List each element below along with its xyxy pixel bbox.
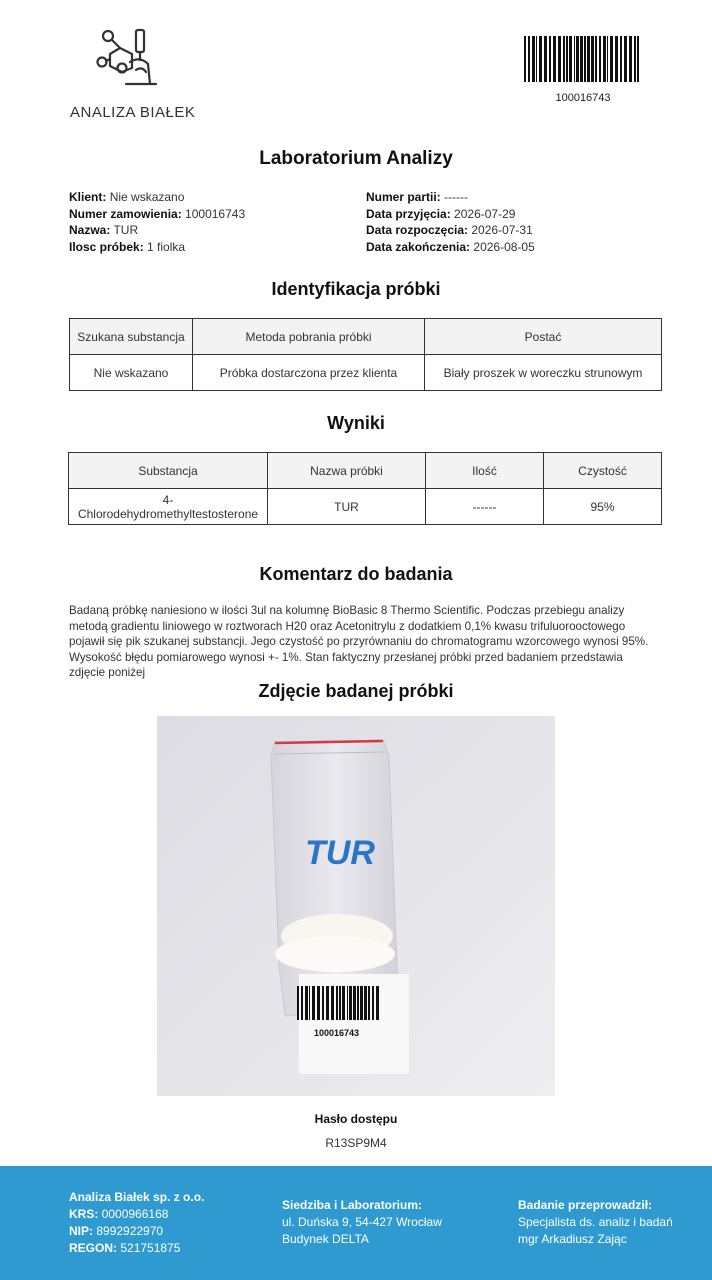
batch-label: Numer partii: [366, 190, 441, 204]
barcode-bar [376, 986, 379, 1020]
barcode-bar [322, 986, 324, 1020]
barcode-bar [349, 986, 352, 1020]
barcode-bar [536, 36, 537, 82]
company-logo [68, 26, 198, 124]
barcode-bar [368, 986, 370, 1020]
barcode-bar [532, 36, 535, 82]
footer [0, 1166, 712, 1280]
barcode-bar [629, 36, 632, 82]
barcode-bar [566, 36, 568, 82]
table-header-cell: Metoda pobrania próbki [193, 319, 425, 355]
table-header-cell: Postać [425, 319, 662, 355]
barcode-bar [620, 36, 622, 82]
barcode-bar [584, 36, 586, 82]
barcode-number: 100016743 [555, 92, 611, 104]
start-label: Data rozpoczęcia: [366, 223, 469, 237]
company-name: Analiza Białek sp. z o.o. [69, 1190, 205, 1204]
access-code: R13SP9M4 [325, 1136, 387, 1150]
table-cell: Biały proszek w woreczku strunowym [425, 355, 662, 391]
krs-value: 0000966168 [101, 1207, 169, 1221]
logo-text: ANALIZA BIAŁEK [70, 104, 196, 121]
start-row [366, 222, 535, 239]
barcode-bar [615, 36, 618, 82]
molecule-microscope-icon [96, 26, 162, 94]
table-header-row [70, 319, 662, 355]
barcode-bar [587, 36, 590, 82]
barcode-bar [364, 986, 367, 1020]
barcode-bar [574, 36, 575, 82]
nip-label: NIP: [69, 1224, 93, 1238]
barcode-bar [528, 36, 530, 82]
table-header-cell: Substancja [69, 453, 268, 489]
barcode-bar [624, 36, 627, 82]
nip-value: 8992922970 [96, 1224, 164, 1238]
batch-value: ------ [444, 190, 469, 204]
address-line-2: Budynek DELTA [282, 1232, 369, 1246]
received-value: 2026-07-29 [454, 206, 516, 221]
barcode-bar [539, 36, 542, 82]
sample-photo [157, 716, 555, 1096]
barcode-bar [372, 986, 374, 1020]
barcode-bar [309, 986, 310, 1020]
barcode-bar [544, 36, 547, 82]
start-value: 2026-07-31 [471, 223, 533, 237]
nip-row [69, 1223, 204, 1240]
barcode-bar [580, 36, 583, 82]
footer-performer [518, 1197, 673, 1248]
address-line-1: ul. Duńska 9, 54-427 Wrocław [282, 1215, 442, 1229]
barcode-bar [607, 36, 608, 82]
barcode-bar [305, 986, 308, 1020]
barcode-bar [610, 36, 613, 82]
performed-label: Badanie przeprowadził: [518, 1198, 653, 1212]
barcode-bar [331, 986, 334, 1020]
barcode-bar [360, 986, 363, 1020]
table-row [70, 355, 662, 391]
sticker-barcode [297, 986, 379, 1020]
received-row [366, 206, 535, 223]
name-row [69, 222, 245, 239]
barcode-bar [357, 986, 359, 1020]
barcode-bar [603, 36, 606, 82]
barcode-bar [336, 986, 338, 1020]
barcode-bar [553, 36, 556, 82]
bag-label-text: TUR [305, 834, 375, 872]
batch-row [366, 189, 535, 206]
batch-info [366, 189, 535, 255]
barcode-bar [312, 986, 315, 1020]
table-header-cell: Ilość [426, 453, 544, 489]
krs-row [69, 1206, 204, 1223]
photo-heading: Zdjęcie badanej próbki [258, 681, 454, 701]
barcode-bar [301, 986, 303, 1020]
table-header-cell: Nazwa próbki [268, 453, 426, 489]
barcode-bar [339, 986, 341, 1020]
table-cell: ------ [426, 489, 544, 525]
barcode-bar [591, 36, 594, 82]
name-value: TUR [113, 223, 139, 237]
order-value: 100016743 [185, 206, 246, 221]
client-info [69, 189, 245, 255]
sample-count-value: 1 fiolka [147, 239, 186, 254]
footer-company [69, 1189, 204, 1257]
krs-label: KRS: [69, 1207, 99, 1221]
performer-title: Specjalista ds. analiz i badań [518, 1215, 673, 1229]
regon-row [69, 1240, 204, 1257]
barcode-bar [595, 36, 597, 82]
table-cell: Próbka dostarczona przez klienta [193, 355, 425, 391]
client-label: Klient: [69, 190, 107, 204]
order-label: Numer zamowienia: [69, 206, 182, 221]
table-header-cell: Szukana substancja [70, 319, 193, 355]
received-label: Data przyjęcia: [366, 206, 451, 221]
table-header-row [69, 453, 662, 489]
barcode-bar [558, 36, 561, 82]
barcode-bar [549, 36, 551, 82]
table-cell: 95% [544, 489, 662, 525]
barcode-bar [599, 36, 601, 82]
barcode-bar [347, 986, 348, 1020]
performer-name: mgr Arkadiusz Zając [518, 1232, 627, 1246]
barcode-bar [353, 986, 356, 1020]
barcode-bar [569, 36, 572, 82]
table-cell: TUR [268, 489, 426, 525]
footer-address [282, 1197, 442, 1248]
barcode-bar [342, 986, 345, 1020]
sample-count-row [69, 239, 245, 256]
results-heading: Wyniki [327, 413, 385, 433]
regon-value: 521751875 [120, 1241, 181, 1255]
sticker-number: 100016743 [314, 1028, 360, 1038]
barcode [524, 36, 642, 82]
comment-text: Badaną próbkę naniesiono w ilości 3ul na kolumnę BioBasic 8 Thermo Scientific. Podczas przebiegu analizy metodą gradientu liniowego w roztworach H20 oraz Acetonitrylu z dodatkiem 0,1% kwasu trifuluorooctowego pojawił się pik szukanej substancji. Jego czystość po przyrównaniu do chromatogramu wzorcowego wynosi 95%. Wysokość błędu pomiarowego wynosi +- 1%. Stan faktyczny przesłanej próbki przed badaniem przedstawia zdjęcie poniżej [69, 604, 649, 679]
barcode-bar [524, 36, 526, 82]
table-row [69, 489, 662, 525]
sample-count-label: Ilosc próbek: [69, 239, 144, 254]
barcode-bar [563, 36, 565, 82]
results-table [68, 452, 662, 525]
regon-label: REGON: [69, 1241, 117, 1255]
name-label: Nazwa: [69, 223, 111, 237]
table-cell: Nie wskazano [70, 355, 193, 391]
barcode-bar [297, 986, 299, 1020]
access-label: Hasło dostępu [314, 1112, 398, 1126]
barcode-bar [634, 36, 636, 82]
barcode-bar [326, 986, 329, 1020]
table-header-cell: Czystość [544, 453, 662, 489]
client-row [69, 189, 245, 206]
identification-heading: Identyfikacja próbki [271, 279, 441, 299]
comment-heading: Komentarz do badania [259, 564, 453, 584]
end-value: 2026-08-05 [473, 239, 535, 254]
sample-bag-image [157, 716, 555, 1096]
barcode-bar [637, 36, 639, 82]
seat-label: Siedziba i Laboratorium: [282, 1198, 423, 1212]
barcode-bar [576, 36, 579, 82]
end-label: Data zakończenia: [366, 239, 471, 254]
page-title: Laboratorium Analizy [259, 148, 453, 169]
order-row [69, 206, 245, 223]
table-cell: 4-Chlorodehydromethyltestosterone [69, 489, 268, 525]
identification-table [69, 318, 662, 391]
barcode-bar [317, 986, 320, 1020]
client-value: Nie wskazano [109, 190, 185, 204]
end-row [366, 239, 535, 256]
